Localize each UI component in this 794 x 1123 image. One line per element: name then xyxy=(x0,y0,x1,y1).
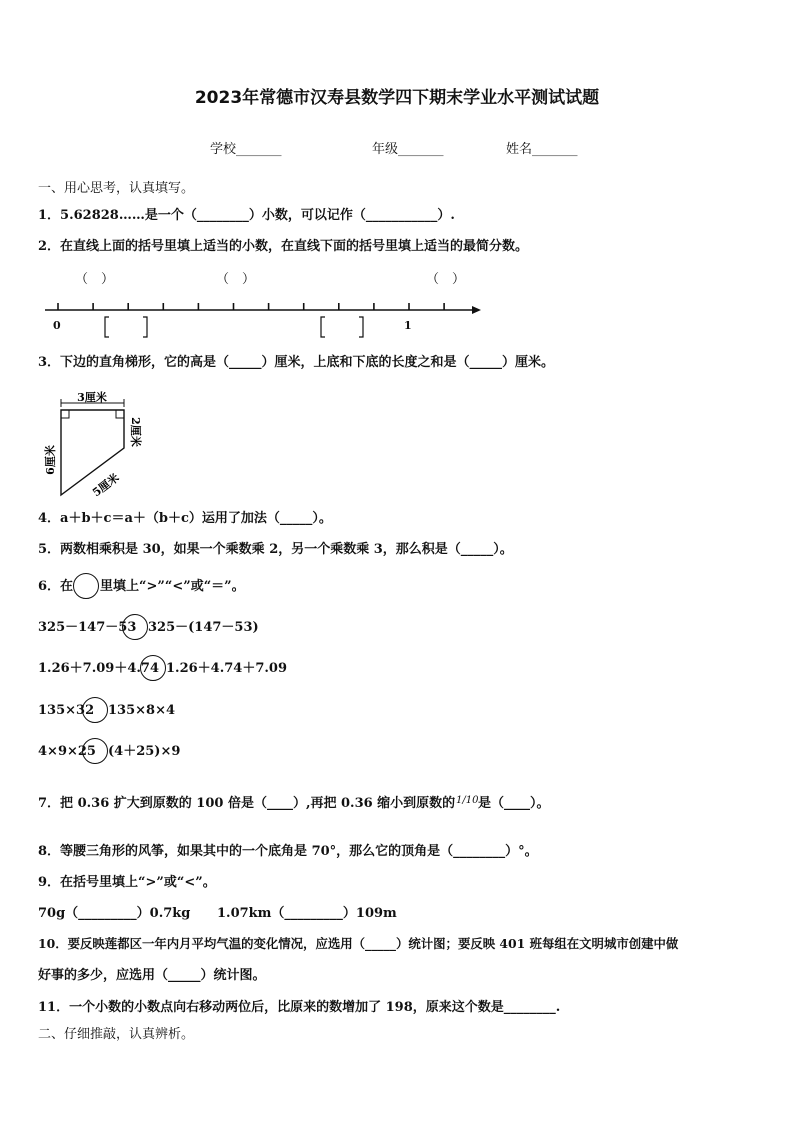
grade-field[interactable]: 年级_______ xyxy=(372,142,444,157)
compare-1-right: 325－(147－53) xyxy=(148,620,259,635)
compare-4-right: (4＋25)×9 xyxy=(108,744,181,759)
question-9-item-a: 70g（_________）0.7kg xyxy=(38,906,191,921)
question-6-prefix: 6．在 xyxy=(38,579,74,594)
trapezoid-slant-label: 5厘米 xyxy=(90,471,122,500)
compare-4-circle[interactable] xyxy=(82,738,108,764)
lower-bracket-2-right xyxy=(359,317,363,337)
lower-bracket-1-left xyxy=(105,317,109,337)
lower-bracket-2-left xyxy=(321,317,325,337)
question-1: 1．5.62828……是一个（________）小数，可以记作（___________）. xyxy=(38,208,455,223)
trapezoid-top-label: 3厘米 xyxy=(77,391,107,404)
answer-circle[interactable] xyxy=(73,573,99,599)
compare-2-left: 1.26＋7.09＋4.74 xyxy=(38,661,159,676)
section-1-heading: 一、用心思考，认真填写。 xyxy=(38,181,195,196)
compare-4-left: 4×9×25 xyxy=(38,744,96,759)
trapezoid-figure xyxy=(40,388,180,508)
section-2-heading: 二、仔细推敲，认真辨析。 xyxy=(38,1027,195,1042)
name-field[interactable]: 姓名_______ xyxy=(506,142,578,157)
tick-label-0: 0 xyxy=(53,319,61,332)
upper-bracket-3[interactable]: （ ） xyxy=(426,272,466,287)
question-10-line-1: 10．要反映莲都区一年内月平均气温的变化情况，应选用（_____）统计图；要反映 401 班每组在文明城市创建中做 xyxy=(38,936,679,951)
school-field[interactable]: 学校_______ xyxy=(210,142,282,157)
question-10-line-2: 好事的多少，应选用（_____）统计图。 xyxy=(38,968,266,983)
compare-2-circle[interactable] xyxy=(140,655,166,681)
lower-bracket-1-right xyxy=(143,317,147,337)
tick-label-1: 1 xyxy=(404,319,412,332)
compare-3-left: 135×32 xyxy=(38,703,95,718)
question-11: 11．一个小数的小数点向右移动两位后，比原来的数增加了 198，原来这个数是________. xyxy=(38,1000,561,1015)
compare-3-circle[interactable] xyxy=(82,697,108,723)
page-title: 2023年常德市汉寿县数学四下期末学业水平测试试题 xyxy=(194,88,600,108)
question-7-prefix: 7．把 0.36 扩大到原数的 100 倍是（____）,再把 0.36 缩小到原数的 xyxy=(38,796,456,811)
compare-1-circle[interactable] xyxy=(122,614,148,640)
compare-3-right: 135×8×4 xyxy=(108,703,176,718)
question-7-suffix: 是（____）。 xyxy=(478,796,550,811)
question-6-suffix: 里填上“>”“<”或“＝”。 xyxy=(100,579,245,594)
upper-bracket-1[interactable]: （ ） xyxy=(75,272,115,287)
compare-2-right: 1.26＋4.74＋7.09 xyxy=(166,661,287,676)
question-7-fraction: 1/10 xyxy=(456,795,479,806)
compare-1-left: 325－147－53 xyxy=(38,620,137,635)
question-3: 3．下边的直角梯形，它的高是（_____）厘米，上底和下底的长度之和是（_____）厘米。 xyxy=(38,355,555,370)
question-4: 4．a＋b＋c＝a＋（b＋c）运用了加法（_____）。 xyxy=(38,511,332,526)
trapezoid-left-label: 6厘米 xyxy=(44,445,57,475)
question-9: 9．在括号里填上“>”或“<”。 xyxy=(38,875,216,890)
question-2: 2．在直线上面的括号里填上适当的小数，在直线下面的括号里填上适当的最简分数。 xyxy=(38,239,529,254)
number-line xyxy=(0,295,794,355)
question-5: 5．两数相乘积是 30，如果一个乘数乘 2，另一个乘数乘 3，那么积是（_____）。 xyxy=(38,542,513,557)
trapezoid-right-label: 2厘米 xyxy=(129,417,142,447)
question-8: 8．等腰三角形的风筝，如果其中的一个底角是 70°，那么它的顶角是（________）°。 xyxy=(38,844,538,859)
upper-bracket-2[interactable]: （ ） xyxy=(216,272,256,287)
question-9-item-b: 1.07km（_________）109m xyxy=(217,906,397,921)
